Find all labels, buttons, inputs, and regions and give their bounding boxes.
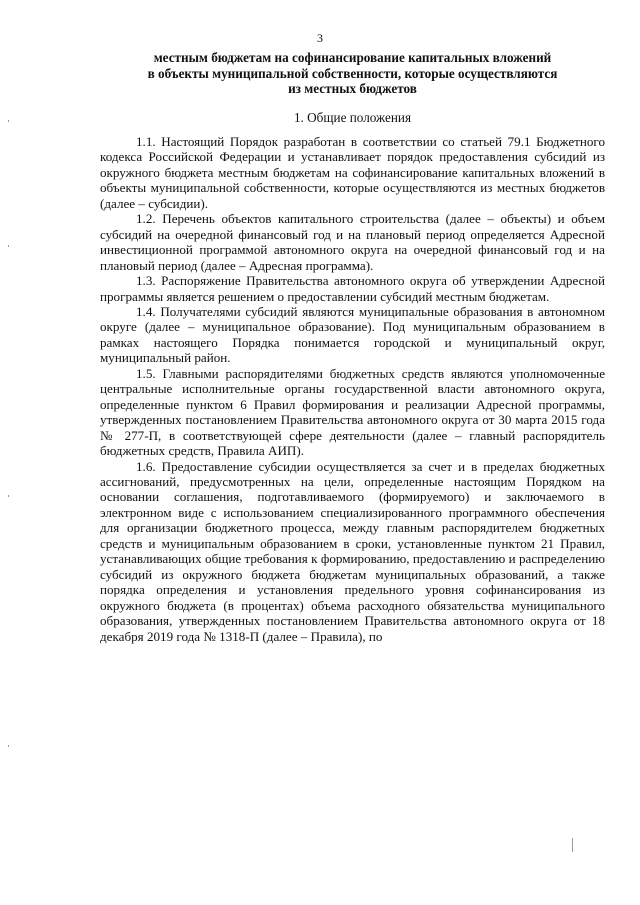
heading-line: в объекты муниципальной собственности, которые осуществляются [147, 65, 558, 81]
document-body [100, 134, 605, 644]
scan-margin-mark [8, 495, 9, 497]
paragraph-1-4: 1.4. Получателями субсидий являются муниципальные образования в автономном округе (далее – муниципальное образование). Под муниципальным образованием в рамках настоящего Порядка понимается городской и муниципальный округ, муниципальный район. [100, 303, 605, 366]
paragraph-1-2: 1.2. Перечень объектов капитального строительства (далее – объекты) и объем субсидий на очередной финансовый год и на плановый период определяется Адресной инвестиционной программой автономного округа на очередной финансовый год и на плановый период (далее – Адресная программа). [100, 211, 605, 273]
scan-margin-mark [8, 745, 9, 747]
paragraph-1-1: 1.1. Настоящий Порядок разработан в соответствии со статьей 79.1 Бюджетного кодекса Российской Федерации и устанавливает порядок предоставления субсидий из окружного бюджета местным бюджетам на софинансирование капитальных вложений в объекты муниципальной собственности, которые осуществляются из местных бюджетов (далее – субсидии). [100, 134, 605, 211]
document-heading [100, 50, 605, 97]
scan-margin-mark [8, 245, 9, 247]
paragraph-1-6: 1.6. Предоставление субсидии осуществляется за счет и в пределах бюджетных ассигнований, предусмотренных на цели, определенные настоящим Порядком на основании соглашения, подготавливаемого (формируемого) и заключаемого в электронном виде с использованием специализированного программного обеспечения для организации бюджетного процесса, между главным распорядителем бюджетных средств и муниципальным образованием в сроки, установленные пунктом 21 Правил, устанавливающих общие требования к формированию, предоставлению и распределению субсидий из окружного бюджета бюджетам муниципальных образований, а также порядка определения и установления предельного уровня софинансирования из окружного бюджета (в процентах) объема расходного обязательства муниципального образования, утвержденных постановлением Правительства автономного округа от 18 декабря 2019 года № 1318-П (далее – Правила), по [100, 458, 605, 644]
heading-line: местным бюджетам на софинансирование капитальных вложений [153, 50, 552, 65]
paragraph-1-3: 1.3. Распоряжение Правительства автономного округа об утверждении Адресной программы является решением о предоставлении субсидий местным бюджетам. [100, 273, 605, 304]
paragraph-1-5: 1.5. Главными распорядителями бюджетных средств являются уполномоченные центральные исполнительные органы государственной власти автономного округа, определенные пунктом 6 Правил формирования и реализации Адресной программы, утвержденных постановлением Правительства автономного округа от 30 марта 2015 года № 277-П, в соответствующей сфере деятельности (далее – главный распорядитель бюджетных средств, Правила АИП). [100, 365, 605, 459]
section-title: 1. Общие положения [293, 110, 412, 125]
scan-margin-mark [572, 838, 573, 852]
page-number: 3 [317, 31, 323, 45]
scan-margin-mark [8, 120, 9, 122]
heading-line: из местных бюджетов [288, 81, 417, 96]
